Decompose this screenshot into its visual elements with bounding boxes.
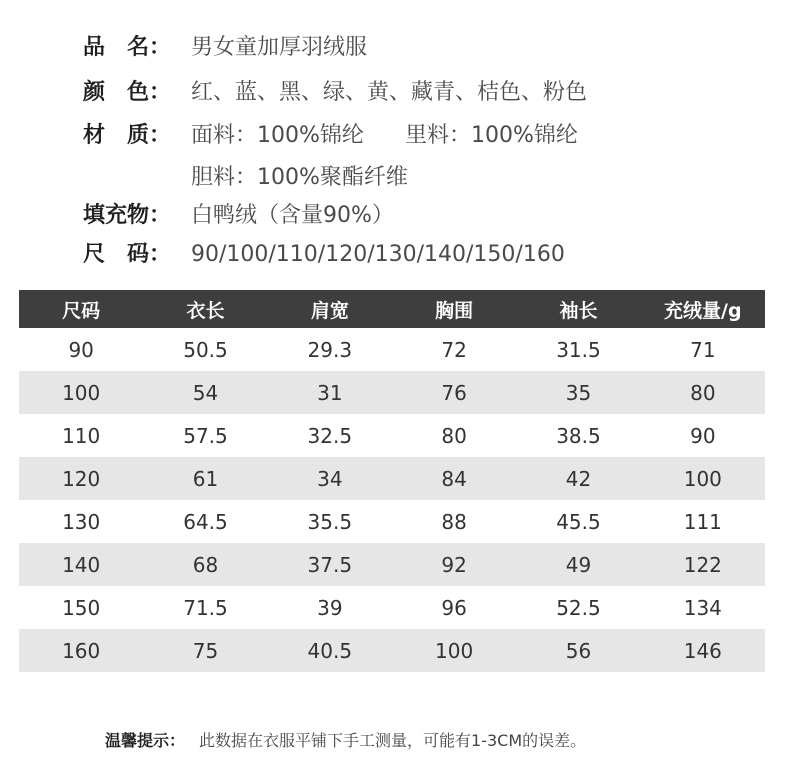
header-chest: 胸围 [392,290,516,328]
table-cell: 32.5 [268,414,392,457]
table-cell: 90 [641,414,765,457]
table-cell: 122 [641,543,765,586]
table-row [19,500,765,543]
table-cell: 84 [392,457,516,500]
table-cell: 150 [19,586,143,629]
table-cell: 64.5 [143,500,267,543]
size-chart-header-row [19,290,765,328]
header-shoulder: 肩宽 [268,290,392,328]
header-down-fill: 充绒量/g [641,290,765,328]
table-row [19,586,765,629]
header-size: 尺码 [19,290,143,328]
table-cell: 90 [19,328,143,371]
product-material-label: 材 质： [83,123,172,148]
table-cell: 29.3 [268,328,392,371]
table-cell: 57.5 [143,414,267,457]
table-cell: 40.5 [268,629,392,672]
table-cell: 52.5 [516,586,640,629]
product-colors-label: 颜 色： [83,80,172,105]
product-name-label: 品 名： [83,35,172,60]
table-cell: 34 [268,457,392,500]
table-cell: 50.5 [143,328,267,371]
table-cell: 71 [641,328,765,371]
table-cell: 71.5 [143,586,267,629]
table-cell: 38.5 [516,414,640,457]
table-row [19,414,765,457]
table-cell: 92 [392,543,516,586]
table-cell: 39 [268,586,392,629]
size-chart-body [19,328,765,672]
table-cell: 54 [143,371,267,414]
product-filling-value: 白鸭绒（含量90%） [191,203,394,228]
table-row [19,629,765,672]
measurement-tip [105,726,586,756]
table-cell: 96 [392,586,516,629]
product-filling-label: 填充物： [83,203,172,228]
table-cell: 37.5 [268,543,392,586]
table-cell: 160 [19,629,143,672]
table-row [19,328,765,371]
product-name-value: 男女童加厚羽绒服 [191,35,368,60]
table-cell: 120 [19,457,143,500]
header-sleeve: 袖长 [516,290,640,328]
product-sizes-label: 尺 码： [83,242,172,267]
product-sizes-value: 90/100/110/120/130/140/150/160 [191,242,565,267]
table-cell: 134 [641,586,765,629]
table-cell: 140 [19,543,143,586]
table-cell: 56 [516,629,640,672]
table-cell: 68 [143,543,267,586]
table-cell: 100 [19,371,143,414]
table-cell: 80 [392,414,516,457]
product-material-liner: 胆料：100%聚酯纤维 [191,165,408,190]
table-cell: 42 [516,457,640,500]
table-cell: 100 [641,457,765,500]
table-cell: 31.5 [516,328,640,371]
table-cell: 80 [641,371,765,414]
size-chart-table [19,290,765,672]
table-cell: 76 [392,371,516,414]
table-cell: 111 [641,500,765,543]
table-row [19,543,765,586]
table-row [19,371,765,414]
tip-text: 此数据在衣服平铺下手工测量，可能有1-3CM的误差。 [199,731,587,750]
product-material-lining: 里料：100%锦纶 [405,123,578,148]
table-cell: 31 [268,371,392,414]
product-colors-value: 红、蓝、黑、绿、黄、藏青、桔色、粉色 [191,80,588,105]
table-cell: 100 [392,629,516,672]
table-cell: 35.5 [268,500,392,543]
table-cell: 110 [19,414,143,457]
table-cell: 61 [143,457,267,500]
table-cell: 72 [392,328,516,371]
table-cell: 146 [641,629,765,672]
tip-label: 温馨提示： [105,731,186,750]
table-cell: 75 [143,629,267,672]
product-material-outer: 面料：100%锦纶 [191,123,364,148]
header-length: 衣长 [143,290,267,328]
table-cell: 49 [516,543,640,586]
table-cell: 45.5 [516,500,640,543]
table-cell: 88 [392,500,516,543]
table-cell: 130 [19,500,143,543]
table-row [19,457,765,500]
table-cell: 35 [516,371,640,414]
